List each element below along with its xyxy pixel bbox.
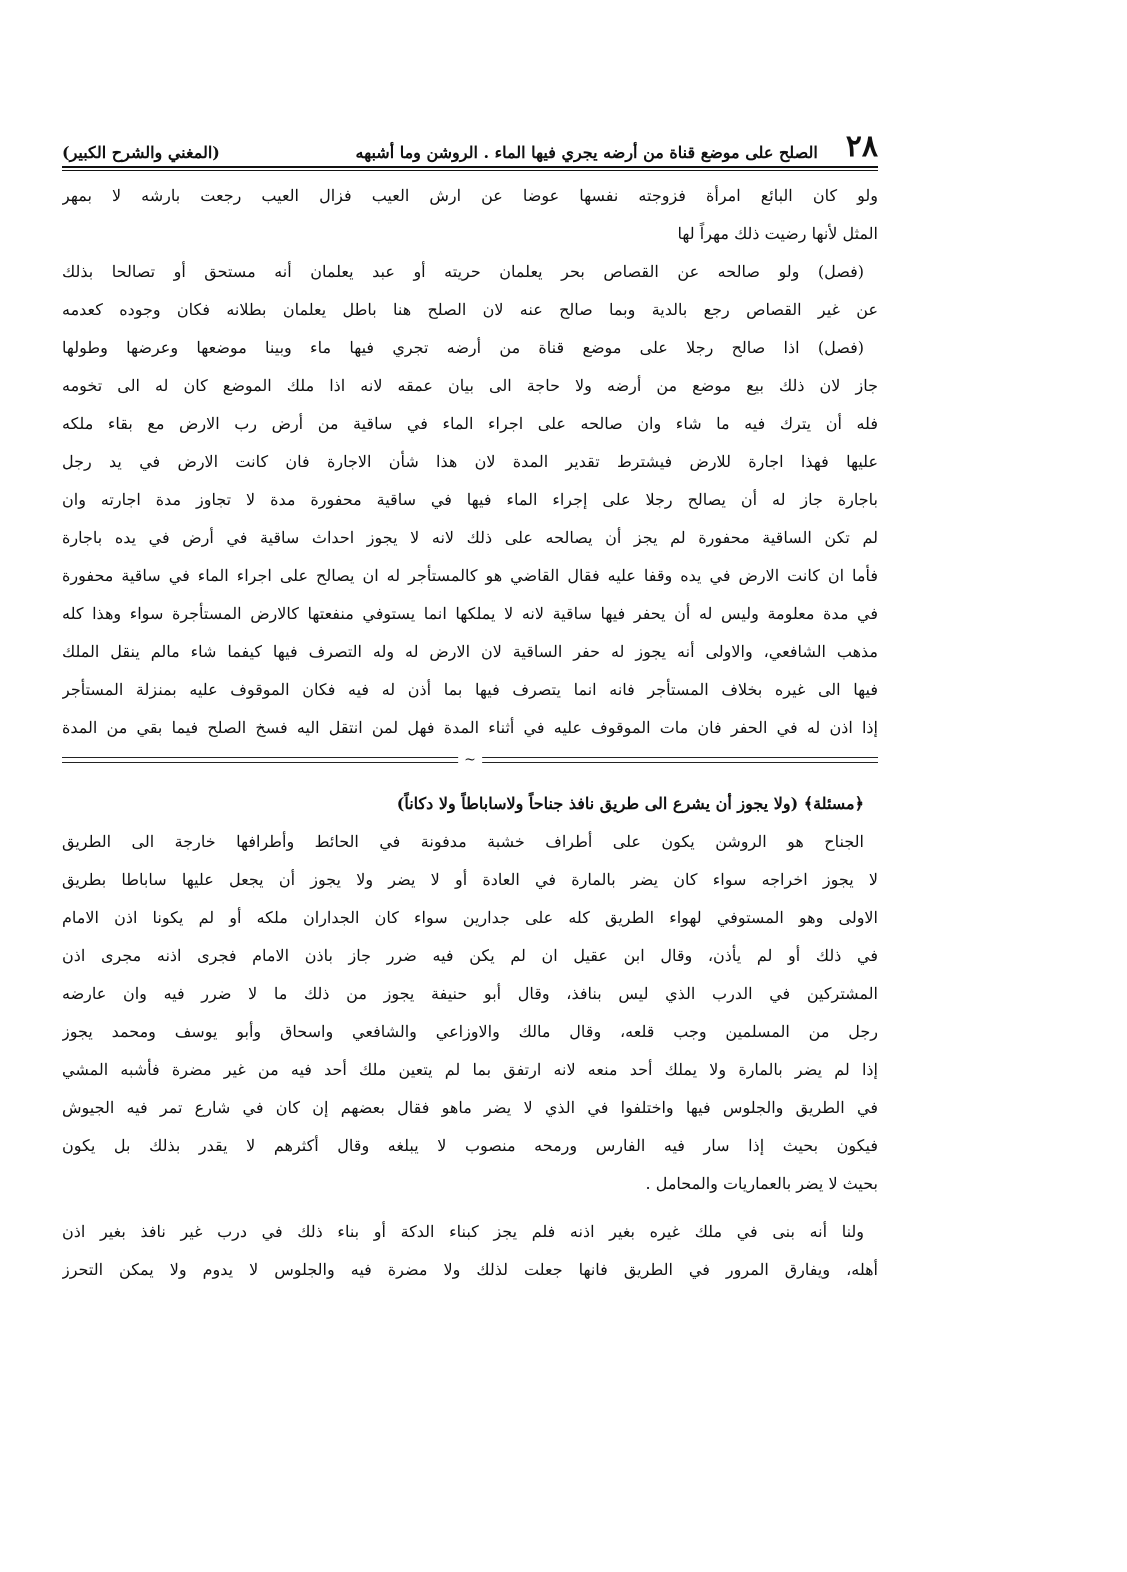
- source-tag: (المغني والشرح الكبير): [62, 143, 220, 162]
- paragraph-gap: [62, 1203, 878, 1213]
- running-title: الصلح على موضع قناة من أرضه يجري فيها الماء . الروشن وما أشبهه: [355, 143, 818, 162]
- text-line: (فصل) اذا صالح رجلا على موضع قناة من أرضه تجري فيها ماء وبينا موضعها وعرضها وطولها: [62, 338, 864, 357]
- text-line: عليها فهذا اجارة للارض فيشترط تقدير المدة لان هذا شأن الاجارة فان كانت الارض في يد رجل: [62, 452, 878, 471]
- text-line: باجارة جاز له أن يصالح رجلا على إجراء الماء فيها في ساقية محفورة مدة لا تجاوز مدة اجارته وان: [62, 490, 878, 509]
- text-line: الجناح هو الروشن يكون على أطراف خشبة مدفونة في الحائط وأطرافها خارجة الى الطريق: [62, 832, 864, 851]
- text-line: لا يجوز اخراجه سواء كان يضر بالمارة في العادة أو لا يضر ولا يجوز أن يجعل عليها ساباطا بطريق: [62, 870, 878, 889]
- text-line: (فصل) ولو صالحه عن القصاص بحر يعلمان حريته أو عبد يعلمان أنه مستحق أو تصالحا بذلك: [62, 262, 865, 281]
- text-line: ولنا أنه بنى في ملك غيره بغير اذنه فلم يجز كبناء الدكة أو بناء ذلك في درب غير نافذ بغير اذن: [62, 1222, 864, 1241]
- masala-heading: ﴿مسئلة﴾ (ولا يجوز أن يشرع الى طريق نافذ جناحاً ولاساباطاً ولا دكاناً): [396, 794, 864, 813]
- text-line: فيكون بحيث إذا سار فيه الفارس ورمحه منصوب لا يبلغه وقال أكثرهم لا يقدر بذلك بل يكون: [62, 1136, 878, 1155]
- text-line: إذا لم يضر بالمارة ولا يملك أحد منعه لانه ارتفق بما لم يتعين ملك أحد فيه من غير مضرة فأشبه المشي: [62, 1060, 878, 1079]
- page-header: [62, 118, 878, 162]
- text-line: ولو كان البائع امرأة فزوجته نفسها عوضا عن ارش العيب فزال العيب رجعت بارشه لا بمهر: [62, 186, 878, 205]
- separator-ornament-icon: ~: [458, 753, 482, 767]
- text-line: فأما ان كانت الارض في يده وقفا عليه فقال القاضي هو كالمستأجر له ان يصالح على اجراء الماء في ساقية محفورة: [62, 566, 878, 585]
- text-line: إذا اذن له في الحفر فان مات الموقوف عليه في أثناء المدة فهل لمن انتقل اليه فسخ الصلح فيما بقي من المدة: [62, 718, 878, 737]
- text-line: المشتركين في الدرب الذي ليس بنافذ، وقال أبو حنيفة يجوز من ذلك ما لا ضرر فيه وان عارضه: [62, 984, 878, 1003]
- text-line: جاز لان ذلك بيع موضع من أرضه ولا حاجة الى بيان عمقه لانه اذا ملك الموضع كان له الى تخومه: [62, 376, 878, 395]
- text-line: عن غير القصاص رجع بالدية وبما صالح عنه لان الصلح هنا باطل يعلمان بطلانه فكان وجوده كعدمه: [62, 300, 878, 319]
- text-line: بحيث لا يضر بالعماريات والمحامل .: [645, 1174, 878, 1193]
- text-line: فيها الى غيره بخلاف المستأجر فانه انما يتصرف فيها بما أذن له فيه فكان الموقوف عليه بمنزلة المستأجر: [62, 680, 878, 699]
- text-line: رجل من المسلمين وجب قلعه، وقال مالك والاوزاعي والشافعي واسحاق وأبو يوسف ومحمد يجوز: [62, 1022, 878, 1041]
- text-line: أهله، ويفارق المرور في الطريق فانها جعلت لذلك ولا مضرة فيه والجلوس لا يدوم ولا يمكن التحرز: [62, 1260, 878, 1279]
- lower-text-block: [62, 785, 878, 1289]
- text-line: لم تكن الساقية محفورة لم يجز أن يصالحه على ذلك لانه لا يجوز احداث ساقية في أرض في يده باجارة: [62, 528, 878, 547]
- upper-text-block: [62, 177, 878, 747]
- text-line: المثل لأنها رضيت ذلك مهراً لها: [677, 224, 878, 243]
- section-separator: [62, 751, 878, 771]
- text-line: الاولى وهو المستوفي لهواء الطريق كله على جدارين سواء كان الجداران ملكه أو لم يكونا اذن الامام: [62, 908, 878, 927]
- text-line: مذهب الشافعي، والاولى أنه يجوز له حفر الساقية لان الارض له وله التصرف فيها كيفما شاء مالم ينقل الملك: [62, 642, 878, 661]
- page-number: ٢٨: [845, 129, 878, 164]
- document-page: [62, 118, 878, 1289]
- text-line: في ذلك أو لم يأذن، وقال ابن عقيل ان لم يكن فيه ضرر جاز باذن الامام فجرى اذنه مجرى اذن: [62, 946, 878, 965]
- text-line: فله أن يترك فيه ما شاء وان صالحه على اجراء الماء في ساقية من أرض رب الارض مع بقاء ملكه: [62, 414, 878, 433]
- text-line: في الطريق والجلوس فيها واختلفوا في الذي لا يضر ماهو فقال بعضهم إن كان في شارع تمر فيه الجيوش: [62, 1098, 878, 1117]
- text-line: في مدة معلومة وليس له أن يحفر فيها ساقية لانه لا يملكها انما يستوفي منفعتها كالارض المستأجرة سواء وهذا كله: [62, 604, 878, 623]
- header-rule: [62, 166, 878, 171]
